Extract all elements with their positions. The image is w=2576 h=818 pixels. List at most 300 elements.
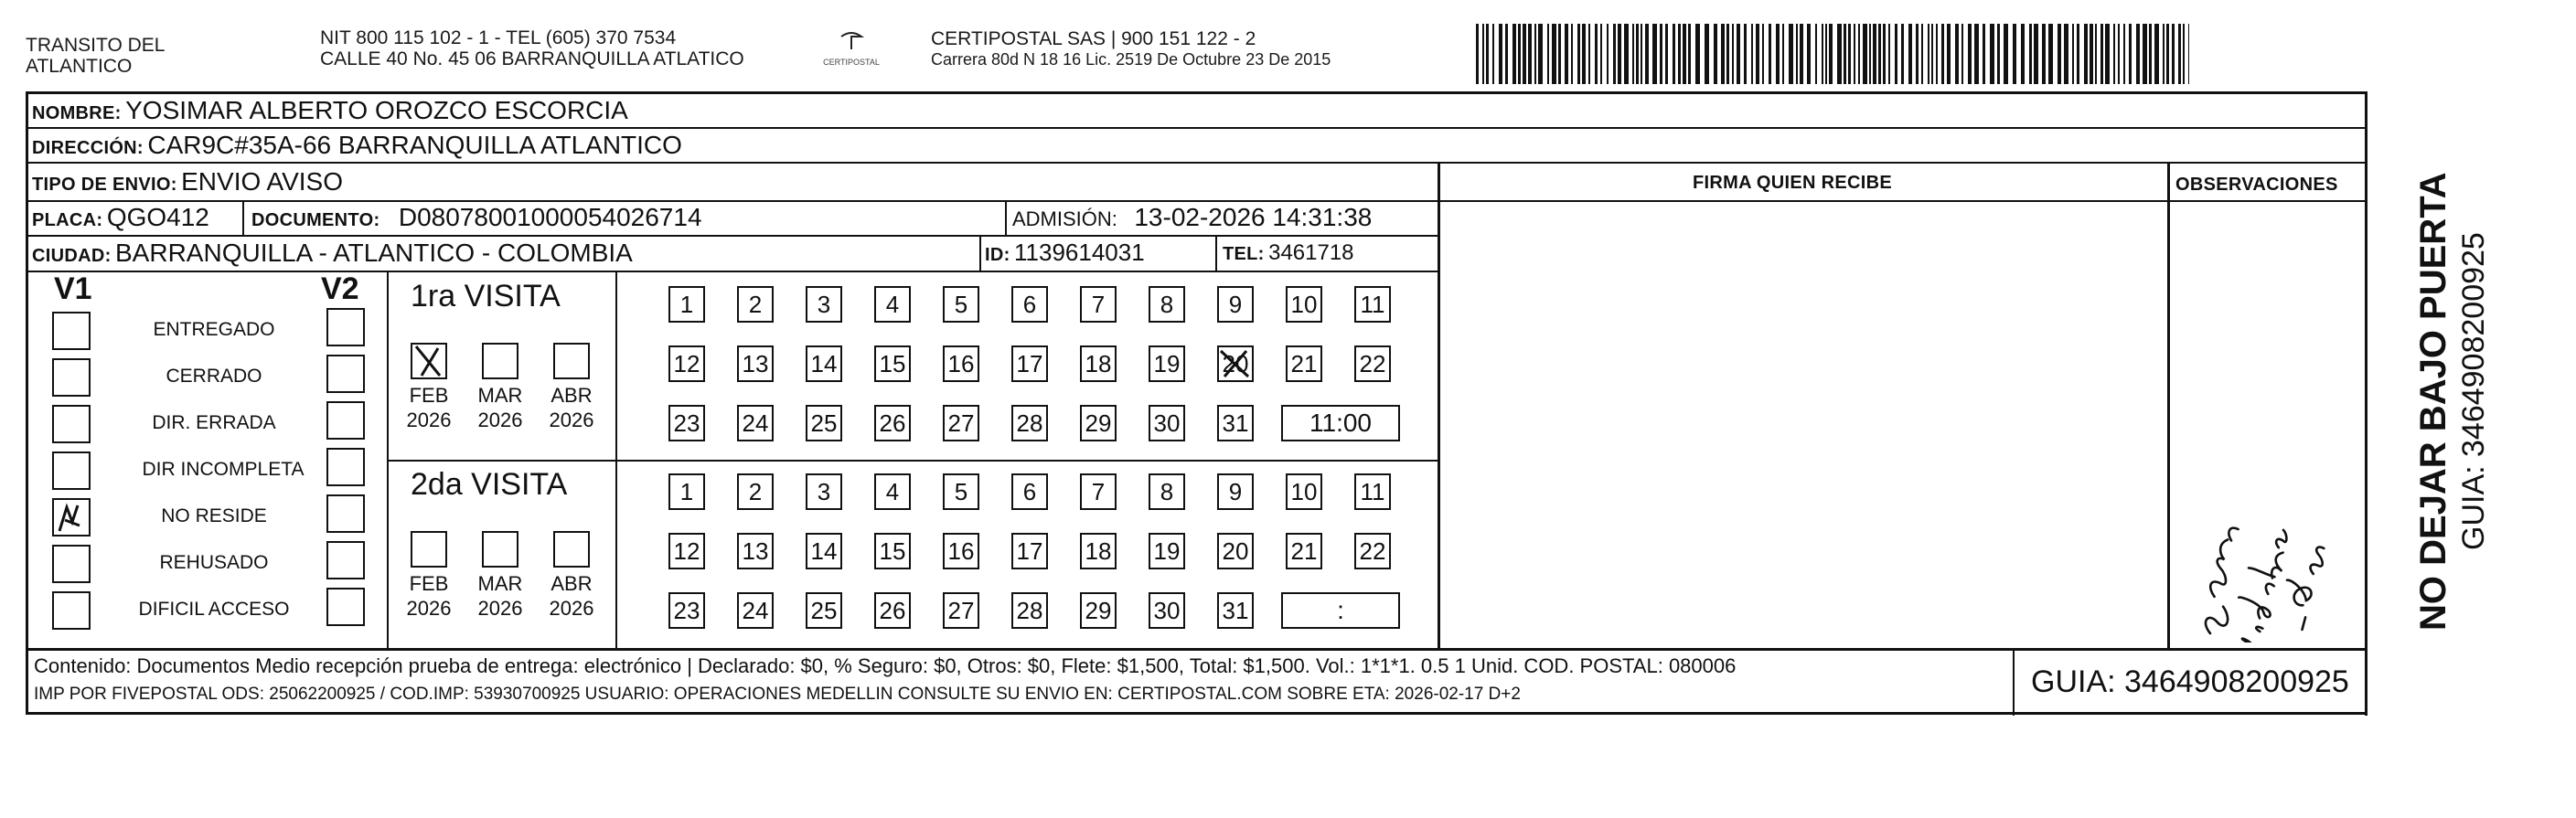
barcode-bar <box>1858 24 1860 84</box>
status-label: CERRADO <box>166 366 262 387</box>
barcode-bar <box>1854 24 1855 84</box>
day-box[interactable] <box>737 345 774 382</box>
delivery-form <box>26 91 2368 715</box>
day-number: 18 <box>1085 349 1112 377</box>
barcode-bar <box>1869 24 1871 84</box>
day-number: 17 <box>1016 536 1043 565</box>
day-box[interactable] <box>1011 405 1048 441</box>
barcode-bar <box>2136 24 2140 84</box>
placa-value: QGO412 <box>106 203 209 231</box>
day-box[interactable] <box>1149 286 1185 323</box>
barcode-bar <box>2113 24 2115 84</box>
day-number: 22 <box>1359 349 1386 377</box>
barcode-bar <box>1632 24 1634 84</box>
company-line-1: TRANSITO DEL <box>26 35 166 56</box>
day-box[interactable] <box>1286 533 1322 569</box>
v2-header: V2 <box>321 271 359 306</box>
barcode-bar <box>1492 24 1494 84</box>
barcode-bar <box>1782 24 1784 84</box>
v1-checkbox[interactable] <box>52 312 91 350</box>
direccion-row <box>32 131 682 160</box>
day-number: 14 <box>810 536 838 565</box>
day-number: 23 <box>673 596 700 624</box>
barcode-bar <box>1928 24 1929 84</box>
company-info <box>320 27 744 69</box>
footer-guia: GUIA: 3464908200925 <box>2031 664 2349 699</box>
barcode-bar <box>1618 24 1621 84</box>
day-number: 9 <box>1228 477 1243 505</box>
barcode-bar <box>2095 24 2097 84</box>
documento-label: DOCUMENTO: <box>251 210 380 230</box>
barcode-bar <box>1705 24 1709 84</box>
barcode-bar <box>1652 24 1657 84</box>
day-number: 2 <box>748 477 763 505</box>
day-number: 15 <box>879 536 906 565</box>
nombre-label: NOMBRE: <box>32 103 122 123</box>
day-number: 21 <box>1290 349 1318 377</box>
tipo-label: TIPO DE ENVIO: <box>32 175 177 195</box>
barcode-bar <box>1863 24 1867 84</box>
day-box[interactable] <box>737 592 774 629</box>
day-box[interactable] <box>668 533 705 569</box>
day-box[interactable] <box>943 473 979 510</box>
v1-checkbox[interactable] <box>52 498 91 536</box>
barcode-bar <box>1538 24 1543 84</box>
barcode-bar <box>1695 24 1700 84</box>
barcode-bar <box>1822 24 1823 84</box>
barcode-bar <box>1726 24 1729 84</box>
day-box[interactable] <box>806 405 842 441</box>
barcode-bar <box>1721 24 1725 84</box>
time-box[interactable]: 11:00 <box>1281 405 1400 441</box>
day-box[interactable] <box>806 592 842 629</box>
day-box[interactable] <box>1354 533 1391 569</box>
ciudad-row <box>32 239 633 268</box>
month-name: FEB <box>409 384 449 407</box>
month-checkbox[interactable] <box>553 343 590 379</box>
day-box[interactable] <box>1286 473 1322 510</box>
barcode-bar <box>1482 24 1484 84</box>
barcode-bar <box>1588 24 1590 84</box>
barcode-bar <box>2163 24 2164 84</box>
documento-value: D08078001000054026714 <box>398 203 702 231</box>
day-number: 10 <box>1290 477 1318 505</box>
barcode-bar <box>1936 24 1938 84</box>
month-checkbox[interactable] <box>482 531 518 568</box>
barcode-bar <box>2188 24 2189 84</box>
tel-row <box>1223 240 1354 266</box>
day-box[interactable] <box>1286 345 1322 382</box>
day-box[interactable] <box>874 345 911 382</box>
v1-checkbox[interactable] <box>52 405 91 443</box>
barcode-bar <box>1916 24 1919 84</box>
status-label: ENTREGADO <box>153 319 275 340</box>
day-number: 27 <box>947 409 975 437</box>
day-box[interactable] <box>1011 533 1048 569</box>
day-number: 23 <box>673 409 700 437</box>
barcode-bar <box>2013 24 2016 84</box>
month-year: 2026 <box>477 409 523 431</box>
barcode-bar <box>1660 24 1662 84</box>
v1-checkbox[interactable] <box>52 451 91 490</box>
day-number: 7 <box>1091 290 1106 318</box>
day-box[interactable] <box>1149 473 1185 510</box>
barcode-bar <box>2084 24 2088 84</box>
observaciones-label: OBSERVACIONES <box>2175 175 2338 195</box>
day-box[interactable] <box>1217 533 1254 569</box>
ciudad-value: BARRANQUILLA - ATLANTICO - COLOMBIA <box>115 239 633 267</box>
id-value: 1139614031 <box>1014 239 1145 266</box>
day-box[interactable] <box>874 473 911 510</box>
barcode-bar <box>1908 24 1912 84</box>
nit-text: NIT 800 115 102 - 1 - TEL (605) 370 7534 <box>320 27 677 48</box>
barcode-bar <box>1512 24 1516 84</box>
barcode-bar <box>1968 24 1972 84</box>
day-box[interactable] <box>943 286 979 323</box>
day-number: 4 <box>885 290 900 318</box>
day-box[interactable] <box>806 533 842 569</box>
month-year: 2026 <box>406 409 452 431</box>
admision-value: 13-02-2026 14:31:38 <box>1134 203 1373 231</box>
imp-text: IMP POR FIVEPOSTAL ODS: 25062200925 / COD.IMP: 53930700925 USUARIO: OPERACIONES MEDELLIN CONSULTE SU ENVIO EN: CERTIPOSTAL.COM SOBRE ETA: 2026-02-17 D+2 <box>34 685 1521 704</box>
day-number: 29 <box>1085 596 1112 624</box>
day-number: 16 <box>947 349 975 377</box>
month-label <box>397 571 461 621</box>
day-box[interactable] <box>1080 405 1117 441</box>
barcode-bar <box>1688 24 1691 84</box>
barcode-bar <box>1577 24 1580 84</box>
day-number: 31 <box>1222 596 1249 624</box>
barcode-bar <box>1807 24 1811 84</box>
logo-icon <box>838 31 865 53</box>
day-box[interactable] <box>1080 286 1117 323</box>
day-box[interactable] <box>1217 345 1254 382</box>
day-box[interactable] <box>943 345 979 382</box>
day-box[interactable] <box>1354 345 1391 382</box>
address-text: CALLE 40 No. 45 06 BARRANQUILLA ATLATICO <box>320 48 744 69</box>
day-number: 30 <box>1153 596 1181 624</box>
handwritten-x-mark <box>1217 345 1254 382</box>
barcode-bar <box>1552 24 1556 84</box>
ciudad-label: CIUDAD: <box>32 246 112 266</box>
day-box[interactable] <box>1080 533 1117 569</box>
barcode-bar <box>2042 24 2046 84</box>
day-box[interactable] <box>874 592 911 629</box>
day-box[interactable] <box>874 286 911 323</box>
month-checkbox[interactable] <box>482 343 518 379</box>
tel-value: 3461718 <box>1268 240 1354 265</box>
day-box[interactable] <box>1354 473 1391 510</box>
handwritten-x-mark <box>412 345 445 377</box>
barcode-bar <box>2021 24 2025 84</box>
day-number: 20 <box>1222 349 1249 377</box>
barcode-bar <box>1941 24 1944 84</box>
day-box[interactable] <box>1149 405 1185 441</box>
day-box[interactable] <box>737 405 774 441</box>
day-number: 10 <box>1290 290 1318 318</box>
day-box[interactable] <box>806 345 842 382</box>
day-number: 27 <box>947 596 975 624</box>
v2-checkbox[interactable] <box>326 355 365 393</box>
day-number: 25 <box>810 596 838 624</box>
barcode-bar <box>1582 24 1586 84</box>
day-number: 21 <box>1290 536 1318 565</box>
barcode-bar <box>2064 24 2068 84</box>
month-checkbox[interactable] <box>553 531 590 568</box>
day-box[interactable] <box>806 473 842 510</box>
day-number: 13 <box>742 349 769 377</box>
day-number: 15 <box>879 349 906 377</box>
documento-row <box>251 203 702 232</box>
barcode-bar <box>1769 24 1771 84</box>
barcode-bar <box>1756 24 1759 84</box>
month-name: MAR <box>477 572 523 595</box>
day-box[interactable] <box>943 533 979 569</box>
barcode-bar <box>1600 24 1602 84</box>
month-label <box>397 383 461 432</box>
day-box[interactable] <box>737 473 774 510</box>
day-number: 11 <box>1360 290 1385 318</box>
month-year: 2026 <box>406 597 452 620</box>
barcode-bar <box>1751 24 1753 84</box>
barcode-bar <box>1636 24 1639 84</box>
barcode-bar <box>2178 24 2181 84</box>
barcode-bar <box>1873 24 1876 84</box>
month-checkbox[interactable] <box>411 343 447 379</box>
barcode-bar <box>2123 24 2125 84</box>
day-box[interactable] <box>806 286 842 323</box>
day-number: 6 <box>1022 477 1037 505</box>
barcode-bar <box>1518 24 1521 84</box>
barcode-bar <box>1744 24 1747 84</box>
barcode-bar <box>1607 24 1609 84</box>
barcode-bar <box>1683 24 1686 84</box>
barcode-bar <box>1595 24 1598 84</box>
month-label <box>540 383 604 432</box>
v1-checkbox[interactable] <box>52 358 91 397</box>
status-label: DIR INCOMPLETA <box>142 459 305 480</box>
day-number: 8 <box>1160 290 1174 318</box>
barcode-bar <box>2034 24 2038 84</box>
barcode <box>1476 24 2191 84</box>
barcode-bar <box>1624 24 1629 84</box>
tel-label: TEL: <box>1223 244 1265 264</box>
barcode-bar <box>1983 24 1985 84</box>
direccion-value: CAR9C#35A-66 BARRANQUILLA ATLANTICO <box>147 131 682 159</box>
tipo-value: ENVIO AVISO <box>181 167 343 196</box>
v2-checkbox[interactable] <box>326 401 365 440</box>
barcode-bar <box>1883 24 1886 84</box>
barcode-bar <box>1641 24 1642 84</box>
barcode-bar <box>1990 24 1994 84</box>
direccion-label: DIRECCIÓN: <box>32 138 144 158</box>
month-name: ABR <box>550 572 593 595</box>
day-box[interactable] <box>1149 592 1185 629</box>
barcode-bar <box>1789 24 1793 84</box>
time-box[interactable]: : <box>1281 592 1400 629</box>
day-box[interactable] <box>1080 473 1117 510</box>
barcode-bar <box>1825 24 1827 84</box>
barcode-bar <box>1486 24 1489 84</box>
day-number: 19 <box>1153 536 1181 565</box>
day-number: 4 <box>885 477 900 505</box>
barcode-bar <box>1800 24 1803 84</box>
day-number: 11 <box>1360 477 1385 505</box>
barcode-bar <box>1878 24 1881 84</box>
barcode-bar <box>1895 24 1897 84</box>
barcode-bar <box>2058 24 2061 84</box>
day-number: 2 <box>748 290 763 318</box>
day-number: 31 <box>1222 409 1249 437</box>
barcode-bar <box>1505 24 1508 84</box>
barcode-bar <box>2143 24 2147 84</box>
month-name: MAR <box>477 384 523 407</box>
firma-label: FIRMA QUIEN RECIBE <box>1693 173 1892 193</box>
day-number: 24 <box>742 409 769 437</box>
day-box[interactable] <box>737 533 774 569</box>
barcode-bar <box>2149 24 2152 84</box>
day-box[interactable] <box>1354 286 1391 323</box>
day-number: 28 <box>1016 409 1043 437</box>
barcode-bar <box>1571 24 1573 84</box>
admision-row <box>1012 203 1372 232</box>
day-box[interactable] <box>1217 473 1254 510</box>
barcode-bar <box>2090 24 2093 84</box>
contenido-text: Contenido: Documentos Medio recepción prueba de entrega: electrónico | Declarado: $0, % Seguro: $0, Otros: $0, Flete: $1,500, Total: $1,500. Vol.: 1*1*1. 0.5 1 Unid. COD. POSTAL: 080006 <box>34 654 1737 677</box>
barcode-bar <box>1737 24 1740 84</box>
day-box[interactable] <box>1080 345 1117 382</box>
handwritten-observation <box>2174 341 2357 643</box>
barcode-bar <box>2029 24 2032 84</box>
barcode-bar <box>1837 24 1842 84</box>
day-number: 6 <box>1022 290 1037 318</box>
barcode-bar <box>1931 24 1933 84</box>
day-box[interactable] <box>1217 405 1254 441</box>
day-box[interactable] <box>668 473 705 510</box>
barcode-bar <box>1955 24 1959 84</box>
day-box[interactable] <box>943 405 979 441</box>
day-number: 12 <box>673 536 700 565</box>
barcode-bar <box>2105 24 2110 84</box>
day-box[interactable] <box>1286 286 1322 323</box>
barcode-bar <box>1901 24 1904 84</box>
day-number: 14 <box>810 349 838 377</box>
v2-checkbox[interactable] <box>326 541 365 579</box>
barcode-bar <box>1645 24 1649 84</box>
day-number: 7 <box>1091 477 1106 505</box>
day-number: 22 <box>1359 536 1386 565</box>
day-number: 25 <box>810 409 838 437</box>
month-checkbox[interactable] <box>411 531 447 568</box>
nombre-row <box>32 96 628 125</box>
day-number: 16 <box>947 536 975 565</box>
v2-checkbox[interactable] <box>326 448 365 486</box>
day-box[interactable] <box>943 592 979 629</box>
v1-checkbox[interactable] <box>52 545 91 583</box>
day-box[interactable] <box>1217 286 1254 323</box>
v2-checkbox[interactable] <box>326 308 365 346</box>
courier-info <box>931 28 1331 69</box>
vertical-guia: GUIA: 3464908200925 <box>2456 232 2491 550</box>
tipo-row <box>32 167 343 197</box>
day-box[interactable] <box>874 533 911 569</box>
month-name: ABR <box>550 384 593 407</box>
day-number: 13 <box>742 536 769 565</box>
day-box[interactable] <box>668 345 705 382</box>
v1-checkbox[interactable] <box>52 591 91 630</box>
day-box[interactable] <box>668 405 705 441</box>
courier-address: Carrera 80d N 18 16 Lic. 2519 De Octubre 23 De 2015 <box>931 50 1331 69</box>
day-box[interactable] <box>668 592 705 629</box>
barcode-bar <box>1476 24 1479 84</box>
no-dejar-bajo-puerta: NO DEJAR BAJO PUERTA <box>2413 172 2453 631</box>
v2-checkbox[interactable] <box>326 588 365 626</box>
day-number: 29 <box>1085 409 1112 437</box>
day-box[interactable] <box>1011 345 1048 382</box>
barcode-bar <box>1815 24 1817 84</box>
barcode-bar <box>1947 24 1951 84</box>
barcode-bar <box>1499 24 1502 84</box>
barcode-bar <box>2077 24 2079 84</box>
day-box[interactable] <box>874 405 911 441</box>
day-number: 3 <box>817 290 831 318</box>
barcode-bar <box>1796 24 1798 84</box>
day-box[interactable] <box>668 286 705 323</box>
barcode-bar <box>1997 24 2000 84</box>
company-name <box>26 35 165 77</box>
barcode-bar <box>2004 24 2008 84</box>
barcode-bar <box>1665 24 1668 84</box>
barcode-bar <box>1762 24 1764 84</box>
day-box[interactable] <box>1149 533 1185 569</box>
barcode-bar <box>1732 24 1734 84</box>
day-box[interactable] <box>737 286 774 323</box>
barcode-bar <box>2129 24 2132 84</box>
day-number: 20 <box>1222 536 1249 565</box>
barcode-bar <box>2183 24 2185 84</box>
v1-header: V1 <box>54 271 92 306</box>
barcode-bar <box>1678 24 1681 84</box>
month-label <box>468 571 532 621</box>
day-number: 9 <box>1228 290 1243 318</box>
month-name: FEB <box>409 572 449 595</box>
handwritten-check-mark <box>54 500 89 535</box>
month-year: 2026 <box>477 597 523 620</box>
day-box[interactable] <box>1011 286 1048 323</box>
barcode-bar <box>2154 24 2159 84</box>
month-label <box>468 383 532 432</box>
day-box[interactable] <box>1217 592 1254 629</box>
day-number: 3 <box>817 477 831 505</box>
day-number: 24 <box>742 596 769 624</box>
placa-label: PLACA: <box>32 210 103 230</box>
day-number: 17 <box>1016 349 1043 377</box>
day-number: 26 <box>879 409 906 437</box>
barcode-bar <box>1829 24 1833 84</box>
day-number: 26 <box>879 596 906 624</box>
day-box[interactable] <box>1149 345 1185 382</box>
v2-checkbox[interactable] <box>326 494 365 533</box>
barcode-bar <box>2172 24 2175 84</box>
barcode-bar <box>1673 24 1675 84</box>
day-number: 5 <box>954 290 968 318</box>
status-label: REHUSADO <box>159 552 269 573</box>
month-year: 2026 <box>549 409 594 431</box>
day-box[interactable] <box>1080 592 1117 629</box>
day-box[interactable] <box>1011 473 1048 510</box>
barcode-bar <box>1565 24 1568 84</box>
day-box[interactable] <box>1011 592 1048 629</box>
